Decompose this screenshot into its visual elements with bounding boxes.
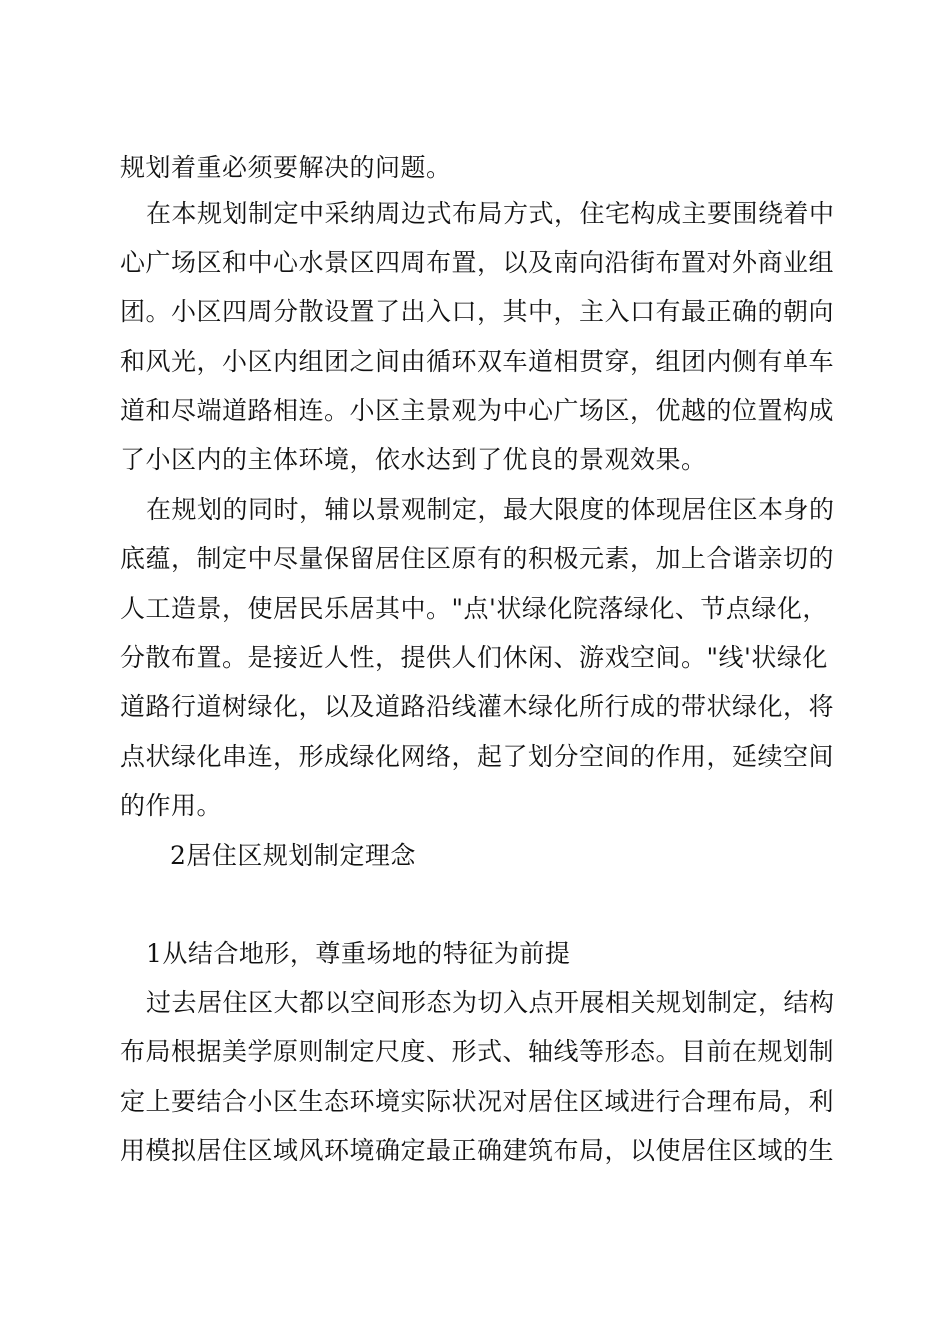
text-line: 和风光，小区内组团之间由循环双车道相贯穿，组团内侧有单车 [120,347,835,376]
text-line: 道和尽端道路相连。小区主景观为中心广场区，优越的位置构成 [120,396,835,425]
text-line: 底蕴，制定中尽量保留居住区原有的积极元素，加上合谐亲切的 [120,544,835,573]
text-line: 的作用。 [120,791,223,820]
text-line: 规划着重必须要解决的问题。 [120,153,452,182]
text-line: 道路行道树绿化，以及道路沿线灌木绿化所行成的带状绿化，将 [120,692,835,721]
text-line: 定上要结合小区生态环境实际状况对居住区域进行合理布局，利 [120,1087,835,1116]
text-line: 心广场区和中心水景区四周布置，以及南向沿街布置对外商业组 [120,248,835,277]
section-heading: 2居住区规划制定理念 [170,841,416,870]
text-line: 在规划的同时，辅以景观制定，最大限度的体现居住区本身的 [146,495,835,524]
text-line: 分散布置。是接近人性，提供人们休闲、游戏空间。"线'状绿化 [120,643,828,672]
text-line: 团。小区四周分散设置了出入口，其中，主入口有最正确的朝向 [120,297,835,326]
text-line: 布局根据美学原则制定尺度、形式、轴线等形态。目前在规划制 [120,1037,835,1066]
subsection-heading: 1从结合地形，尊重场地的特征为前提 [146,939,571,968]
text-line: 用模拟居住区域风环境确定最正确建筑布局，以使居住区域的生 [120,1136,835,1165]
text-line: 点状绿化串连，形成绿化网络，起了划分空间的作用，延续空间 [120,742,835,771]
text-line: 了小区内的主体环境，依水达到了优良的景观效果。 [120,445,707,474]
text-line: 在本规划制定中采纳周边式布局方式，住宅构成主要围绕着中 [146,199,835,228]
text-line: 过去居住区大都以空间形态为切入点开展相关规划制定，结构 [146,988,835,1017]
text-line: 人工造景，使居民乐居其中。"点'状绿化院落绿化、节点绿化， [120,594,828,623]
